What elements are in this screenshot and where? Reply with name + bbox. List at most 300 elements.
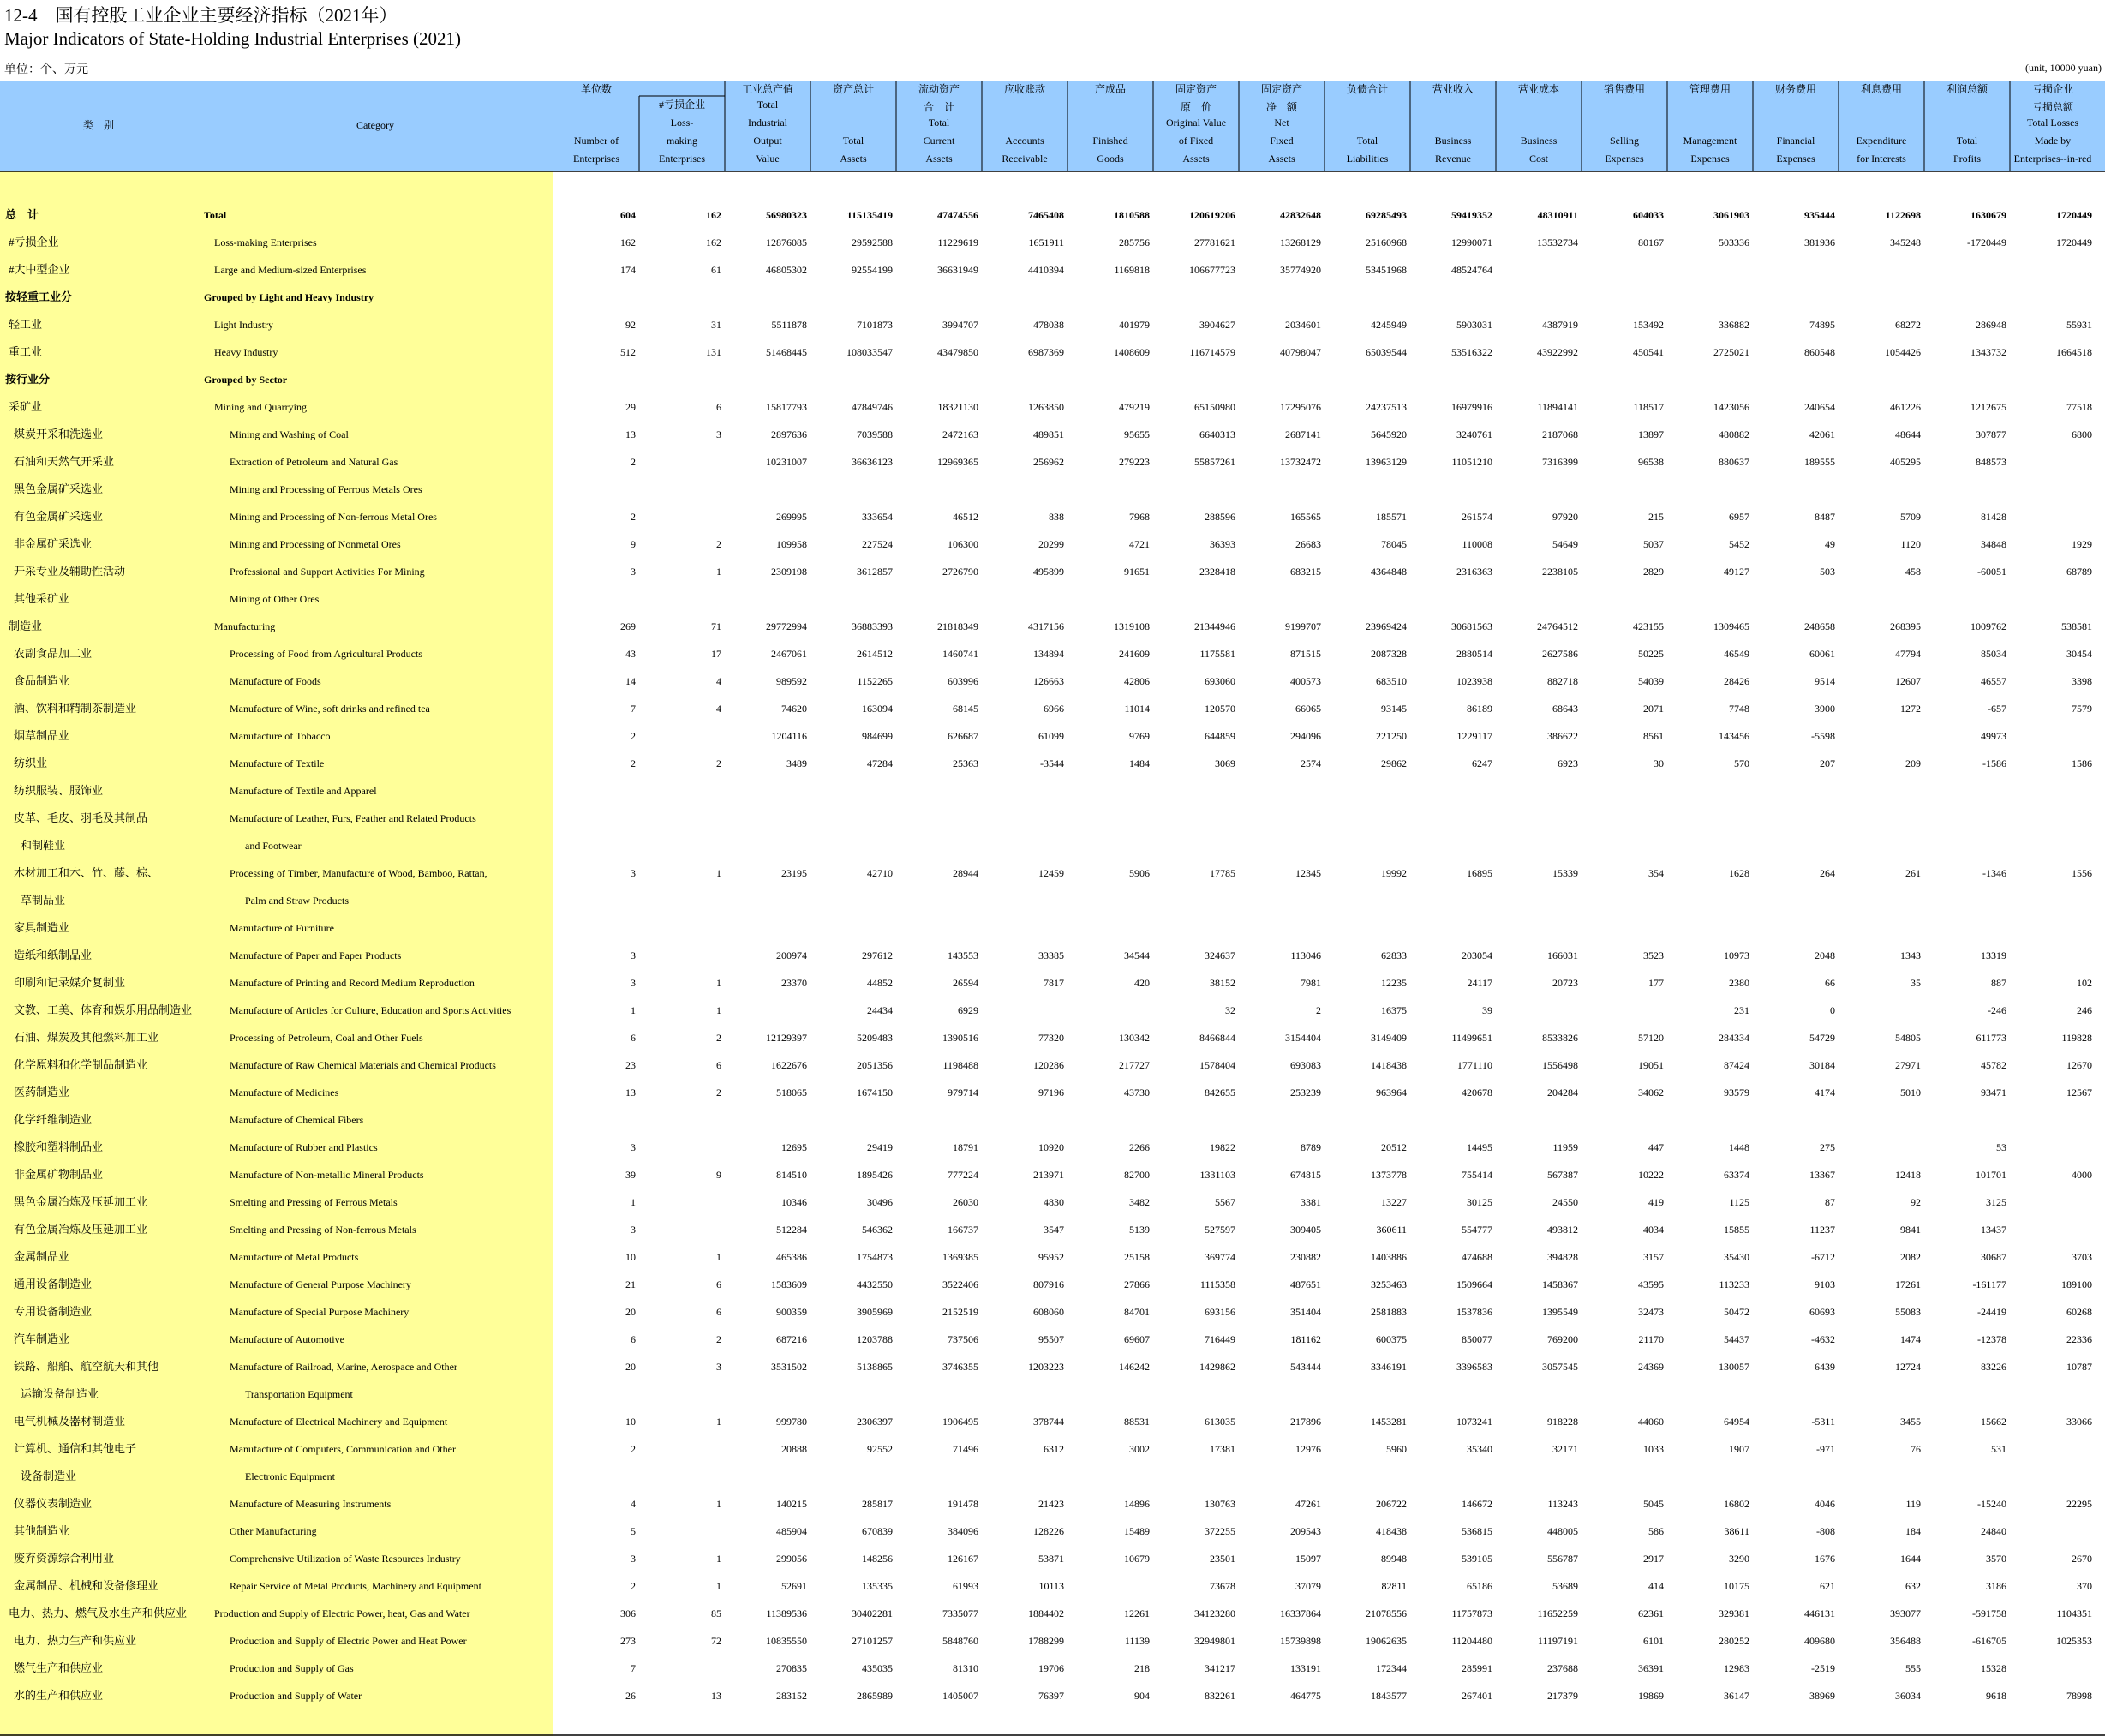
table-cell: 5139 bbox=[1129, 1224, 1150, 1236]
table-cell: 89948 bbox=[1381, 1553, 1407, 1565]
table-cell bbox=[2015, 914, 2092, 942]
table-cell bbox=[987, 832, 1064, 859]
table-cell bbox=[730, 585, 807, 613]
table-cell: 80167 bbox=[1638, 236, 1664, 248]
table-cell: 27101257 bbox=[852, 1635, 893, 1647]
table-cell: 503336 bbox=[1719, 236, 1749, 248]
table-cell: 163094 bbox=[862, 703, 893, 715]
table-cell: 1664518 bbox=[2056, 346, 2092, 358]
table-cell: 54437 bbox=[1724, 1333, 1749, 1345]
table-cell: -5311 bbox=[1811, 1416, 1835, 1428]
table-cell: 7981 bbox=[1301, 977, 1321, 989]
table-cell: 46805302 bbox=[766, 264, 807, 276]
table-cell bbox=[1158, 284, 1235, 311]
table-cell: 68145 bbox=[953, 703, 978, 715]
table-cell: 900359 bbox=[776, 1306, 807, 1318]
table-cell: 2472163 bbox=[942, 428, 978, 440]
table-cell: 755414 bbox=[1462, 1169, 1492, 1181]
table-cell: 11389536 bbox=[766, 1607, 807, 1619]
table-cell: 345248 bbox=[1890, 236, 1921, 248]
table-cell: 904 bbox=[1134, 1690, 1150, 1702]
table-cell: 3900 bbox=[1815, 703, 1835, 715]
table-cell: 49973 bbox=[1981, 730, 2006, 742]
row-category-en: Heavy Industry bbox=[214, 346, 278, 358]
table-cell bbox=[559, 777, 636, 805]
table-cell: 10920 bbox=[1038, 1141, 1064, 1153]
table-cell: 2467061 bbox=[771, 648, 807, 660]
table-cell bbox=[1244, 1463, 1321, 1490]
table-cell: 21818349 bbox=[937, 620, 978, 632]
table-cell: 608060 bbox=[1033, 1306, 1064, 1318]
table-cell: 20 bbox=[625, 1306, 636, 1318]
table-cell: 3746355 bbox=[942, 1361, 978, 1373]
table-cell: 120570 bbox=[1205, 703, 1235, 715]
table-cell: 17261 bbox=[1895, 1278, 1921, 1290]
table-cell bbox=[1501, 284, 1578, 311]
table-cell bbox=[559, 284, 636, 311]
table-cell: 7748 bbox=[1729, 703, 1749, 715]
table-cell: 409680 bbox=[1804, 1635, 1835, 1647]
row-category-en: Mining and Processing of Nonmetal Ores bbox=[230, 538, 401, 550]
table-cell: 324637 bbox=[1205, 949, 1235, 961]
table-cell: 256962 bbox=[1033, 456, 1064, 468]
table-cell: 279223 bbox=[1119, 456, 1150, 468]
table-cell: 68789 bbox=[2066, 566, 2092, 578]
table-cell: 842655 bbox=[1205, 1086, 1235, 1098]
table-cell: 16802 bbox=[1724, 1498, 1749, 1510]
table-cell: 5848760 bbox=[942, 1635, 978, 1647]
table-cell: 83226 bbox=[1981, 1361, 2006, 1373]
table-cell: 329381 bbox=[1719, 1607, 1749, 1619]
table-cell: 264 bbox=[1820, 867, 1835, 879]
table-cell bbox=[644, 1655, 721, 1682]
table-cell: -1346 bbox=[1982, 867, 2006, 879]
table-cell: 12129397 bbox=[766, 1032, 807, 1044]
table-cell: 8789 bbox=[1301, 1141, 1321, 1153]
table-cell: 2581883 bbox=[1371, 1306, 1407, 1318]
table-cell: 24840 bbox=[1981, 1525, 2006, 1537]
table-cell bbox=[1073, 1572, 1150, 1600]
unit-note-cn: 单位：个、万元 bbox=[4, 63, 88, 76]
table-cell: 126167 bbox=[948, 1553, 978, 1565]
table-cell: 55931 bbox=[2066, 319, 2092, 331]
table-cell: 1556 bbox=[2072, 867, 2092, 879]
table-cell: 36147 bbox=[1724, 1690, 1749, 1702]
header-category-en: Category bbox=[356, 119, 394, 131]
table-cell: 850077 bbox=[1462, 1333, 1492, 1345]
table-cell: 3 bbox=[631, 867, 636, 879]
table-cell: 10973 bbox=[1724, 949, 1749, 961]
table-cell: 984699 bbox=[862, 730, 893, 742]
row-category-cn: 电力、热力生产和供应业 bbox=[14, 1634, 137, 1647]
row-category-en: Large and Medium-sized Enterprises bbox=[214, 264, 367, 276]
table-cell bbox=[1758, 1380, 1835, 1408]
table-cell bbox=[2015, 1188, 2092, 1216]
table-cell: 13732472 bbox=[1280, 456, 1321, 468]
table-cell: 464775 bbox=[1290, 1690, 1321, 1702]
table-cell: 43479850 bbox=[937, 346, 978, 358]
table-cell: 275 bbox=[1820, 1141, 1835, 1153]
header-col-en: Total Losses Made by Enterprises--in-red bbox=[2013, 117, 2092, 165]
row-category-cn: 汽车制造业 bbox=[14, 1332, 70, 1345]
table-cell: -616705 bbox=[1972, 1635, 2006, 1647]
table-cell: 3157 bbox=[1643, 1251, 1664, 1263]
table-cell bbox=[1844, 256, 1921, 284]
table-cell: 213971 bbox=[1033, 1169, 1064, 1181]
table-cell: 386622 bbox=[1547, 730, 1578, 742]
table-row bbox=[0, 366, 2105, 393]
table-cell: 450541 bbox=[1633, 346, 1664, 358]
table-cell: 13532734 bbox=[1537, 236, 1578, 248]
table-cell: 1403886 bbox=[1371, 1251, 1407, 1263]
table-cell: 2 bbox=[716, 1333, 721, 1345]
row-category-cn: 电力、热力、燃气及水生产和供应业 bbox=[9, 1607, 188, 1619]
table-cell: 55857261 bbox=[1194, 456, 1235, 468]
table-cell bbox=[1158, 887, 1235, 914]
row-category-cn: #大中型企业 bbox=[9, 263, 70, 276]
table-cell bbox=[1158, 366, 1235, 393]
table-cell: 3522406 bbox=[942, 1278, 978, 1290]
table-cell: 120286 bbox=[1033, 1059, 1064, 1071]
table-cell bbox=[559, 832, 636, 859]
table-cell bbox=[1844, 722, 1921, 750]
table-cell: 1395549 bbox=[1542, 1306, 1578, 1318]
table-cell: 7 bbox=[631, 703, 636, 715]
row-category-en: Manufacture of Textile bbox=[230, 757, 325, 769]
table-cell bbox=[730, 1106, 807, 1134]
table-cell: 12459 bbox=[1038, 867, 1064, 879]
table-cell: 24369 bbox=[1638, 1361, 1664, 1373]
table-row bbox=[0, 1188, 2105, 1216]
table-cell: 13437 bbox=[1981, 1224, 2006, 1236]
row-category-cn: 木材加工和木、竹、藤、棕、 bbox=[14, 866, 159, 879]
row-category-cn: 采矿业 bbox=[9, 400, 43, 413]
table-cell: 5709 bbox=[1900, 511, 1921, 523]
header-col-cn: 利润总额 bbox=[1946, 83, 1988, 95]
table-cell: 6101 bbox=[1643, 1635, 1664, 1647]
table-cell bbox=[1758, 284, 1835, 311]
table-cell: 420 bbox=[1134, 977, 1150, 989]
table-cell: 24434 bbox=[867, 1004, 893, 1016]
table-cell bbox=[2015, 1106, 2092, 1134]
header-col-en: Management Expenses bbox=[1683, 135, 1737, 165]
table-cell bbox=[559, 1380, 636, 1408]
table-cell: 1319108 bbox=[1114, 620, 1150, 632]
table-cell: 51468445 bbox=[766, 346, 807, 358]
table-cell bbox=[1501, 366, 1578, 393]
table-cell: 1556498 bbox=[1542, 1059, 1578, 1071]
table-cell: 267401 bbox=[1462, 1690, 1492, 1702]
table-cell bbox=[730, 284, 807, 311]
table-cell: 5037 bbox=[1643, 538, 1664, 550]
table-cell bbox=[1501, 914, 1578, 942]
table-cell: 2071 bbox=[1643, 703, 1664, 715]
table-cell: 3547 bbox=[1044, 1224, 1064, 1236]
table-cell bbox=[816, 585, 893, 613]
table-cell: 1630679 bbox=[1970, 209, 2006, 221]
table-cell: 7335077 bbox=[942, 1607, 978, 1619]
table-cell: 140215 bbox=[776, 1498, 807, 1510]
table-cell: 46512 bbox=[953, 511, 978, 523]
table-cell: 299056 bbox=[776, 1553, 807, 1565]
table-cell: 56980323 bbox=[766, 209, 807, 221]
table-cell bbox=[1844, 832, 1921, 859]
table-cell: 37079 bbox=[1295, 1580, 1321, 1592]
table-cell: 1405007 bbox=[942, 1690, 978, 1702]
row-category-en: Processing of Petroleum, Coal and Other Fuels bbox=[230, 1032, 423, 1044]
table-cell: 7817 bbox=[1044, 977, 1064, 989]
table-cell: -1720449 bbox=[1967, 236, 2006, 248]
header-col-cn: 应收账款 bbox=[1003, 83, 1045, 95]
table-cell: 5511878 bbox=[771, 319, 807, 331]
table-cell: 2316363 bbox=[1456, 566, 1492, 578]
table-cell: 3 bbox=[631, 949, 636, 961]
table-cell: 4721 bbox=[1129, 538, 1150, 550]
table-cell bbox=[1244, 914, 1321, 942]
table-cell: 93145 bbox=[1381, 703, 1407, 715]
table-cell: 261574 bbox=[1462, 511, 1492, 523]
table-cell: 4387919 bbox=[1542, 319, 1578, 331]
table-cell: 33385 bbox=[1038, 949, 1064, 961]
table-cell: 11014 bbox=[1124, 703, 1150, 715]
table-cell: -591758 bbox=[1972, 1607, 2006, 1619]
table-cell: 3396583 bbox=[1456, 1361, 1492, 1373]
table-cell bbox=[1073, 1463, 1150, 1490]
table-cell: 39 bbox=[625, 1169, 636, 1181]
table-cell: 20299 bbox=[1038, 538, 1064, 550]
table-cell: 6923 bbox=[1558, 757, 1578, 769]
table-cell: 84701 bbox=[1124, 1306, 1150, 1318]
table-row bbox=[0, 1682, 2105, 1709]
table-cell bbox=[1158, 832, 1235, 859]
row-category-en: Manufacture of Paper and Paper Products bbox=[230, 949, 402, 961]
table-cell: 35340 bbox=[1467, 1443, 1492, 1455]
table-row bbox=[0, 311, 2105, 338]
table-row bbox=[0, 284, 2105, 311]
table-cell: 814510 bbox=[776, 1169, 807, 1181]
table-cell: 268395 bbox=[1890, 620, 1921, 632]
table-cell: 77518 bbox=[2066, 401, 2092, 413]
table-cell bbox=[644, 832, 721, 859]
table-cell: 7039588 bbox=[857, 428, 893, 440]
table-cell: 17295076 bbox=[1280, 401, 1321, 413]
table-cell: 1 bbox=[716, 1580, 721, 1592]
row-category-en: Other Manufacturing bbox=[230, 1525, 317, 1537]
table-cell: 217379 bbox=[1547, 1690, 1578, 1702]
table-cell: 887 bbox=[1991, 977, 2006, 989]
table-cell bbox=[816, 832, 893, 859]
table-cell: 1272 bbox=[1900, 703, 1921, 715]
header-col-en: Total Assets bbox=[840, 135, 867, 165]
table-cell: 269 bbox=[620, 620, 636, 632]
table-cell: 11051210 bbox=[1451, 456, 1492, 468]
table-cell: 3905969 bbox=[857, 1306, 893, 1318]
table-cell: 30496 bbox=[867, 1196, 893, 1208]
table-cell: 85034 bbox=[1981, 648, 2006, 660]
table-cell: -60051 bbox=[1977, 566, 2006, 578]
header-col-en: Original Value of Fixed Assets bbox=[1165, 117, 1227, 165]
table-cell: 12607 bbox=[1895, 675, 1921, 687]
table-cell: 1408609 bbox=[1114, 346, 1150, 358]
row-category-cn: 运输设备制造业 bbox=[21, 1387, 99, 1400]
table-cell: 12976 bbox=[1295, 1443, 1321, 1455]
table-cell: 14495 bbox=[1467, 1141, 1492, 1153]
table-cell: 586 bbox=[1648, 1525, 1664, 1537]
table-cell: 3 bbox=[631, 1224, 636, 1236]
table-cell bbox=[1758, 476, 1835, 503]
table-cell: 394828 bbox=[1547, 1251, 1578, 1263]
table-cell: 9514 bbox=[1815, 675, 1835, 687]
row-category-en: Manufacture of Foods bbox=[230, 675, 321, 687]
table-cell bbox=[1073, 1106, 1150, 1134]
table-cell bbox=[730, 805, 807, 832]
table-cell: 2306397 bbox=[857, 1416, 893, 1428]
table-cell: 31 bbox=[711, 319, 721, 331]
table-cell bbox=[901, 777, 978, 805]
table-cell bbox=[1244, 777, 1321, 805]
header-col-en: Total Industrial Output Value bbox=[748, 99, 787, 165]
table-cell: 285756 bbox=[1119, 236, 1150, 248]
row-category-en: Manufacture of Non-metallic Mineral Products bbox=[230, 1169, 424, 1181]
table-cell: 604 bbox=[620, 209, 636, 221]
table-cell bbox=[1244, 1380, 1321, 1408]
row-category-en: Manufacture of Medicines bbox=[230, 1086, 339, 1098]
table-cell: 880637 bbox=[1719, 456, 1749, 468]
table-cell: 102 bbox=[2077, 977, 2092, 989]
table-row bbox=[0, 558, 2105, 585]
table-cell: 284334 bbox=[1719, 1032, 1749, 1044]
table-cell: 15855 bbox=[1724, 1224, 1749, 1236]
table-cell: 351404 bbox=[1290, 1306, 1321, 1318]
table-cell: 400573 bbox=[1290, 675, 1321, 687]
table-cell: 23969424 bbox=[1366, 620, 1407, 632]
table-cell: 838 bbox=[1049, 511, 1064, 523]
table-cell: 42832648 bbox=[1280, 209, 1321, 221]
table-cell: 24550 bbox=[1552, 1196, 1578, 1208]
table-cell: 29592588 bbox=[852, 236, 893, 248]
table-cell: 189100 bbox=[2061, 1278, 2092, 1290]
table-cell: 3154404 bbox=[1285, 1032, 1321, 1044]
row-category-cn: 化学原料和化学制品制造业 bbox=[14, 1058, 148, 1071]
table-cell: 2309198 bbox=[771, 566, 807, 578]
row-category-cn: 计算机、通信和其他电子 bbox=[14, 1442, 137, 1455]
table-cell: 217896 bbox=[1290, 1416, 1321, 1428]
table-cell: 73678 bbox=[1210, 1580, 1235, 1592]
table-cell: 613035 bbox=[1205, 1416, 1235, 1428]
table-row bbox=[0, 832, 2105, 859]
table-cell bbox=[1587, 1380, 1664, 1408]
table-row bbox=[0, 1627, 2105, 1655]
header-col-cn: 管理费用 bbox=[1689, 83, 1731, 95]
row-category-cn: 有色金属冶炼及压延加工业 bbox=[14, 1223, 148, 1236]
table-cell bbox=[901, 1380, 978, 1408]
table-cell: 1169818 bbox=[1114, 264, 1150, 276]
table-cell: 16895 bbox=[1467, 867, 1492, 879]
row-category-en: Repair Service of Metal Products, Machinery and Equipment bbox=[230, 1580, 481, 1592]
table-cell: 3 bbox=[631, 1553, 636, 1565]
table-cell: -657 bbox=[1988, 703, 2006, 715]
table-cell: 381936 bbox=[1804, 236, 1835, 248]
table-cell: 567387 bbox=[1547, 1169, 1578, 1181]
table-cell bbox=[1672, 1380, 1749, 1408]
table-cell: 19062635 bbox=[1366, 1635, 1407, 1647]
table-row bbox=[0, 1463, 2105, 1490]
table-row bbox=[0, 421, 2105, 448]
table-cell bbox=[2015, 1435, 2092, 1463]
table-cell: 1720449 bbox=[2056, 236, 2092, 248]
table-cell: 27781621 bbox=[1194, 236, 1235, 248]
table-cell bbox=[1244, 887, 1321, 914]
table-cell: 30125 bbox=[1467, 1196, 1492, 1208]
table-cell bbox=[901, 366, 978, 393]
table-cell: 860548 bbox=[1804, 346, 1835, 358]
table-cell bbox=[1244, 284, 1321, 311]
table-cell: 1373778 bbox=[1371, 1169, 1407, 1181]
header-col-cn: 负债合计 bbox=[1346, 83, 1388, 95]
table-cell: 4364848 bbox=[1371, 566, 1407, 578]
table-cell: 97920 bbox=[1552, 511, 1578, 523]
table-cell: 3531502 bbox=[771, 1361, 807, 1373]
table-cell bbox=[1501, 256, 1578, 284]
table-cell: 110008 bbox=[1462, 538, 1492, 550]
table-cell: 26594 bbox=[953, 977, 978, 989]
table-cell: 165565 bbox=[1290, 511, 1321, 523]
table-cell: 4 bbox=[631, 1498, 636, 1510]
table-row bbox=[0, 887, 2105, 914]
table-cell: 3381 bbox=[1301, 1196, 1321, 1208]
table-cell: 1628 bbox=[1729, 867, 1749, 879]
table-cell: 69285493 bbox=[1366, 209, 1407, 221]
table-cell: 9103 bbox=[1815, 1278, 1835, 1290]
table-cell: 489851 bbox=[1033, 428, 1064, 440]
table-cell: 14896 bbox=[1124, 1498, 1150, 1510]
table-cell: 20888 bbox=[781, 1443, 807, 1455]
table-cell: 2 bbox=[716, 1032, 721, 1044]
table-cell: 92 bbox=[625, 319, 636, 331]
table-row bbox=[0, 1408, 2105, 1435]
table-cell: 221250 bbox=[1376, 730, 1407, 742]
table-cell: 8487 bbox=[1815, 511, 1835, 523]
table-row bbox=[0, 1655, 2105, 1682]
table-cell bbox=[1672, 476, 1749, 503]
table-cell: 240654 bbox=[1804, 401, 1835, 413]
table-cell: 30454 bbox=[2066, 648, 2092, 660]
table-cell bbox=[1758, 805, 1835, 832]
row-category-en: and Footwear bbox=[245, 840, 302, 852]
table-cell: 270835 bbox=[776, 1662, 807, 1674]
table-cell: 45782 bbox=[1981, 1059, 2006, 1071]
table-cell: 1537836 bbox=[1456, 1306, 1492, 1318]
table-cell: 43922992 bbox=[1537, 346, 1578, 358]
table-cell: 1198488 bbox=[942, 1059, 978, 1071]
table-cell bbox=[987, 1106, 1064, 1134]
table-cell: 241609 bbox=[1119, 648, 1150, 660]
table-cell: 1674150 bbox=[857, 1086, 893, 1098]
table-cell bbox=[2015, 476, 2092, 503]
table-row bbox=[0, 805, 2105, 832]
table-cell: 76 bbox=[1911, 1443, 1921, 1455]
table-cell: 26030 bbox=[953, 1196, 978, 1208]
table-cell: 5906 bbox=[1129, 867, 1150, 879]
table-row bbox=[0, 338, 2105, 366]
table-cell bbox=[987, 476, 1064, 503]
table-cell: 143553 bbox=[948, 949, 978, 961]
table-cell: 2917 bbox=[1643, 1553, 1664, 1565]
table-row bbox=[0, 777, 2105, 805]
table-cell bbox=[1672, 256, 1749, 284]
table-cell: 15489 bbox=[1124, 1525, 1150, 1537]
table-cell: 50225 bbox=[1638, 648, 1664, 660]
